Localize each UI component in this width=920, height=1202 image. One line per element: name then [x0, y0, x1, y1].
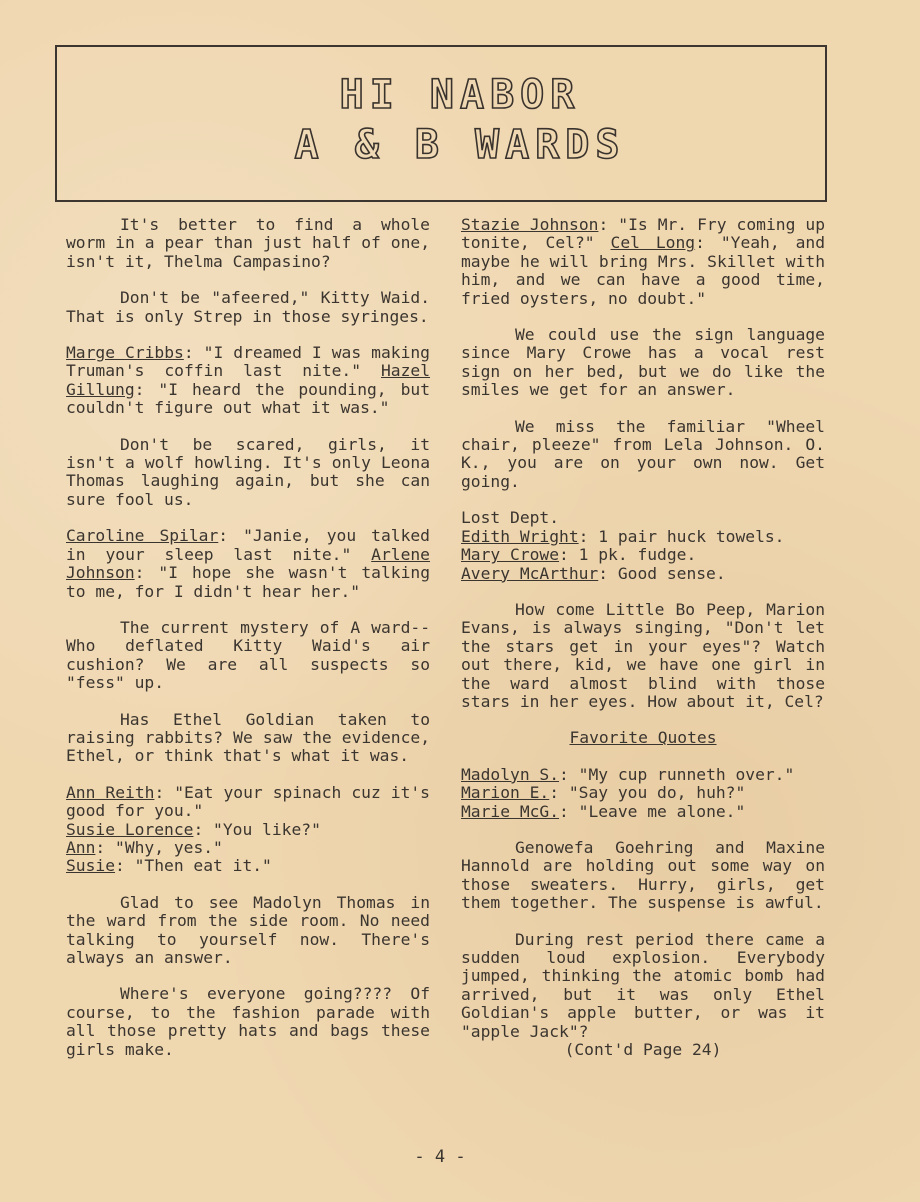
quote-text: : "You like?" [193, 819, 321, 839]
favorite-quotes-list [461, 766, 825, 821]
speaker-name: Stazie Johnson [461, 215, 599, 234]
quote-text: : "Leave me alone." [559, 801, 746, 821]
lost-dept-heading: Lost Dept. [461, 508, 560, 528]
page-subtitle: A & B WARDS [294, 122, 626, 168]
item-air-cushion: The current mystery of A ward-- Who deflated Kitty Waid's air cushion? We are all suspects so "fess" up. [66, 617, 430, 693]
quote-text: : "Eat your spinach cuz it's good for you." [66, 782, 430, 821]
quote-text: : "My cup runneth over." [559, 764, 795, 784]
lost-item: : 1 pair huck towels. [578, 526, 785, 546]
quote-text: : "Is Mr. Fry coming up tonite, Cel?" [461, 215, 825, 253]
speaker-name: Susie [66, 856, 116, 876]
quote-name: Madolyn S. [461, 764, 560, 784]
speaker-name: Susie Lorence [66, 819, 194, 839]
left-column [66, 216, 430, 1077]
lost-name: Avery McArthur [461, 563, 599, 583]
page-title: HI NABOR [339, 72, 581, 118]
quote-text: : "Then eat it." [115, 856, 272, 876]
page-number: - 4 - [414, 1147, 466, 1167]
quote-text: : "Why, yes." [95, 837, 223, 857]
quote-name: Marion E. [461, 783, 550, 803]
speaker-name: Arlene Johnson [66, 544, 430, 583]
item-mr-fry [461, 216, 825, 308]
speaker-name: Cel Long [610, 233, 696, 253]
speaker-name: Ann Reith [66, 782, 155, 802]
item-wheel-chair: We miss the familiar "Wheel chair, pleeze" from Lela Johnson. O. K., you are on your own now. Get going. [461, 416, 825, 491]
item-strep: Don't be "afeered," Kitty Waid. That is only Strep in those syringes. [66, 288, 430, 326]
item-side-room: Glad to see Madolyn Thomas in the ward from the side room. No need talking to yourself now. There's always an answer. [66, 892, 430, 967]
quote-text: : "I heard the pounding, but couldn't figure out what it was." [66, 379, 430, 418]
item-explosion: During rest period there came a sudden loud explosion. Everybody jumped, thinking the atomic bomb had arrived, but it was only Ethel Goldian's apple butter, or was it "apple Jack"? [461, 929, 825, 1041]
item-rabbits: Has Ethel Goldian taken to raising rabbits? We saw the evidence, Ethel, or think that's what it was. [66, 709, 430, 766]
speaker-name: Ann [66, 837, 96, 857]
right-column [461, 216, 825, 1077]
lost-item: : 1 pk. fudge. [559, 545, 697, 565]
quote-text: : "Janie, you talked in your sleep last nite." [66, 526, 430, 564]
favorite-quotes-heading: Favorite Quotes [569, 728, 717, 748]
item-truman-coffin [66, 344, 430, 418]
lost-name: Mary Crowe [461, 545, 560, 565]
quote-name: Marie McG. [461, 801, 560, 821]
quote-text: : "Say you do, huh?" [549, 783, 746, 803]
item-sign-language: We could use the sign language since Mary Crowe has a vocal rest sign on her bed, but we do like the smiles we get for an answer. [461, 325, 825, 400]
quote-text: : "I dreamed I was making Truman's coffin last nite." [66, 343, 430, 381]
item-worm: It's better to find a whole worm in a pear than just half of one, isn't it, Thelma Campasino? [66, 215, 430, 271]
item-sleep-talk [66, 527, 430, 601]
item-fashion-parade: Where's everyone going???? Of course, to the fashion parade with all those pretty hats and bags these girls make. [66, 984, 430, 1059]
lost-name: Edith Wright [461, 526, 579, 546]
speaker-name: Hazel Gillung [66, 361, 430, 399]
lost-item: : Good sense. [598, 563, 726, 583]
continued-note: (Cont'd Page 24) [564, 1040, 722, 1060]
item-sweaters: Genowefa Goehring and Maxine Hannold are holding out some way on those sweaters. Hurry, girls, get them together. The suspense is awful. [461, 837, 825, 913]
quote-text: : "Yeah, and maybe he will bring Mrs. Skillet with him, and we can have a good time, fried oysters, no doubt." [461, 233, 825, 308]
item-bo-peep: How come Little Bo Peep, Marion Evans, is always singing, "Don't let the stars get in your eyes"? Watch out there, kid, we have one girl in the ward almost blind with those stars in her eyes. How about it, Cel? [461, 599, 825, 711]
speaker-name: Caroline Spilar [66, 526, 219, 546]
item-wolf-howling: Don't be scared, girls, it isn't a wolf howling. It's only Leona Thomas laughing again, but she can sure fool us. [66, 434, 430, 509]
lost-dept [461, 509, 825, 583]
speaker-name: Marge Cribbs [66, 343, 184, 363]
quote-text: : "I hope she wasn't talking to me, for I didn't hear her." [66, 563, 430, 601]
item-spinach [66, 784, 430, 876]
